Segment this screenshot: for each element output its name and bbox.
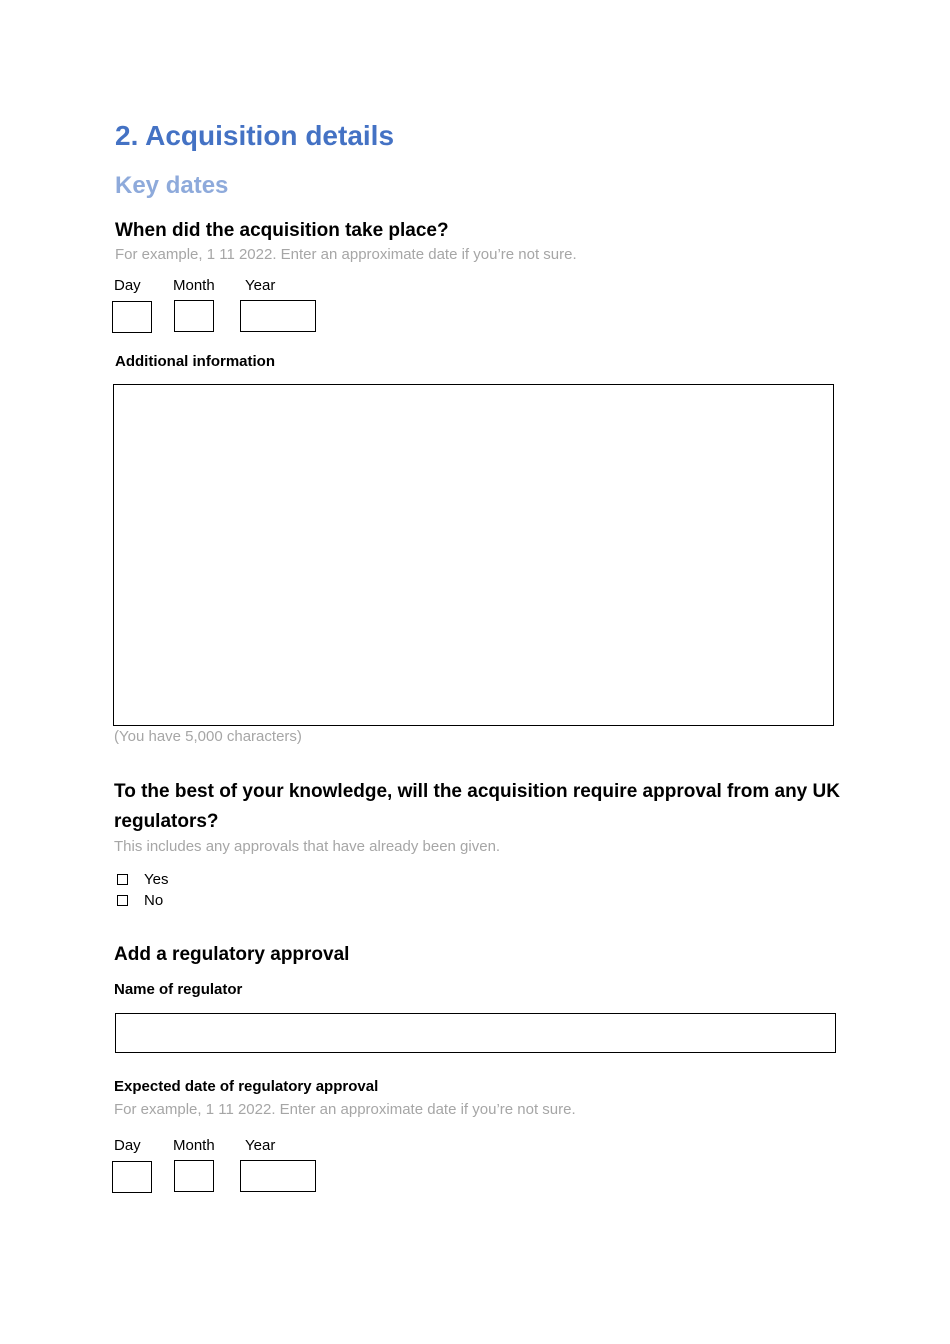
regulator-question-hint: This includes any approvals that have already been given.	[114, 838, 501, 855]
regulator-name-input[interactable]	[115, 1013, 836, 1053]
acquisition-date-question: When did the acquisition take place?	[115, 220, 449, 241]
approval-year-input[interactable]	[240, 1160, 316, 1192]
acquisition-month-input[interactable]	[174, 300, 214, 332]
approval-year-label: Year	[245, 1137, 276, 1154]
regulator-question: To the best of your knowledge, will the acquisition require approval from any UK regulators?	[114, 781, 840, 832]
subsection-title: Key dates	[115, 172, 229, 199]
approval-month-label: Month	[173, 1137, 215, 1154]
additional-info-textarea[interactable]	[113, 384, 834, 726]
no-option-label: No	[144, 892, 164, 909]
yes-checkbox[interactable]	[117, 874, 128, 885]
additional-info-label: Additional information	[115, 353, 275, 370]
acquisition-day-label: Day	[114, 277, 141, 294]
acquisition-year-input[interactable]	[240, 300, 316, 332]
approval-date-label: Expected date of regulatory approval	[114, 1078, 379, 1095]
approval-month-input[interactable]	[174, 1160, 214, 1192]
acquisition-year-label: Year	[245, 277, 276, 294]
character-count: (You have 5,000 characters)	[114, 728, 302, 745]
section-title: 2. Acquisition details	[115, 120, 395, 151]
approval-day-input[interactable]	[112, 1161, 152, 1193]
regulatory-approval-heading: Add a regulatory approval	[114, 944, 350, 965]
regulator-name-label: Name of regulator	[114, 981, 243, 998]
approval-date-hint: For example, 1 11 2022. Enter an approximate date if you’re not sure.	[114, 1101, 576, 1118]
acquisition-day-input[interactable]	[112, 301, 152, 333]
no-checkbox[interactable]	[117, 895, 128, 906]
acquisition-month-label: Month	[173, 277, 215, 294]
approval-day-label: Day	[114, 1137, 141, 1154]
yes-option-label: Yes	[144, 871, 169, 888]
acquisition-date-hint: For example, 1 11 2022. Enter an approximate date if you’re not sure.	[115, 246, 577, 263]
